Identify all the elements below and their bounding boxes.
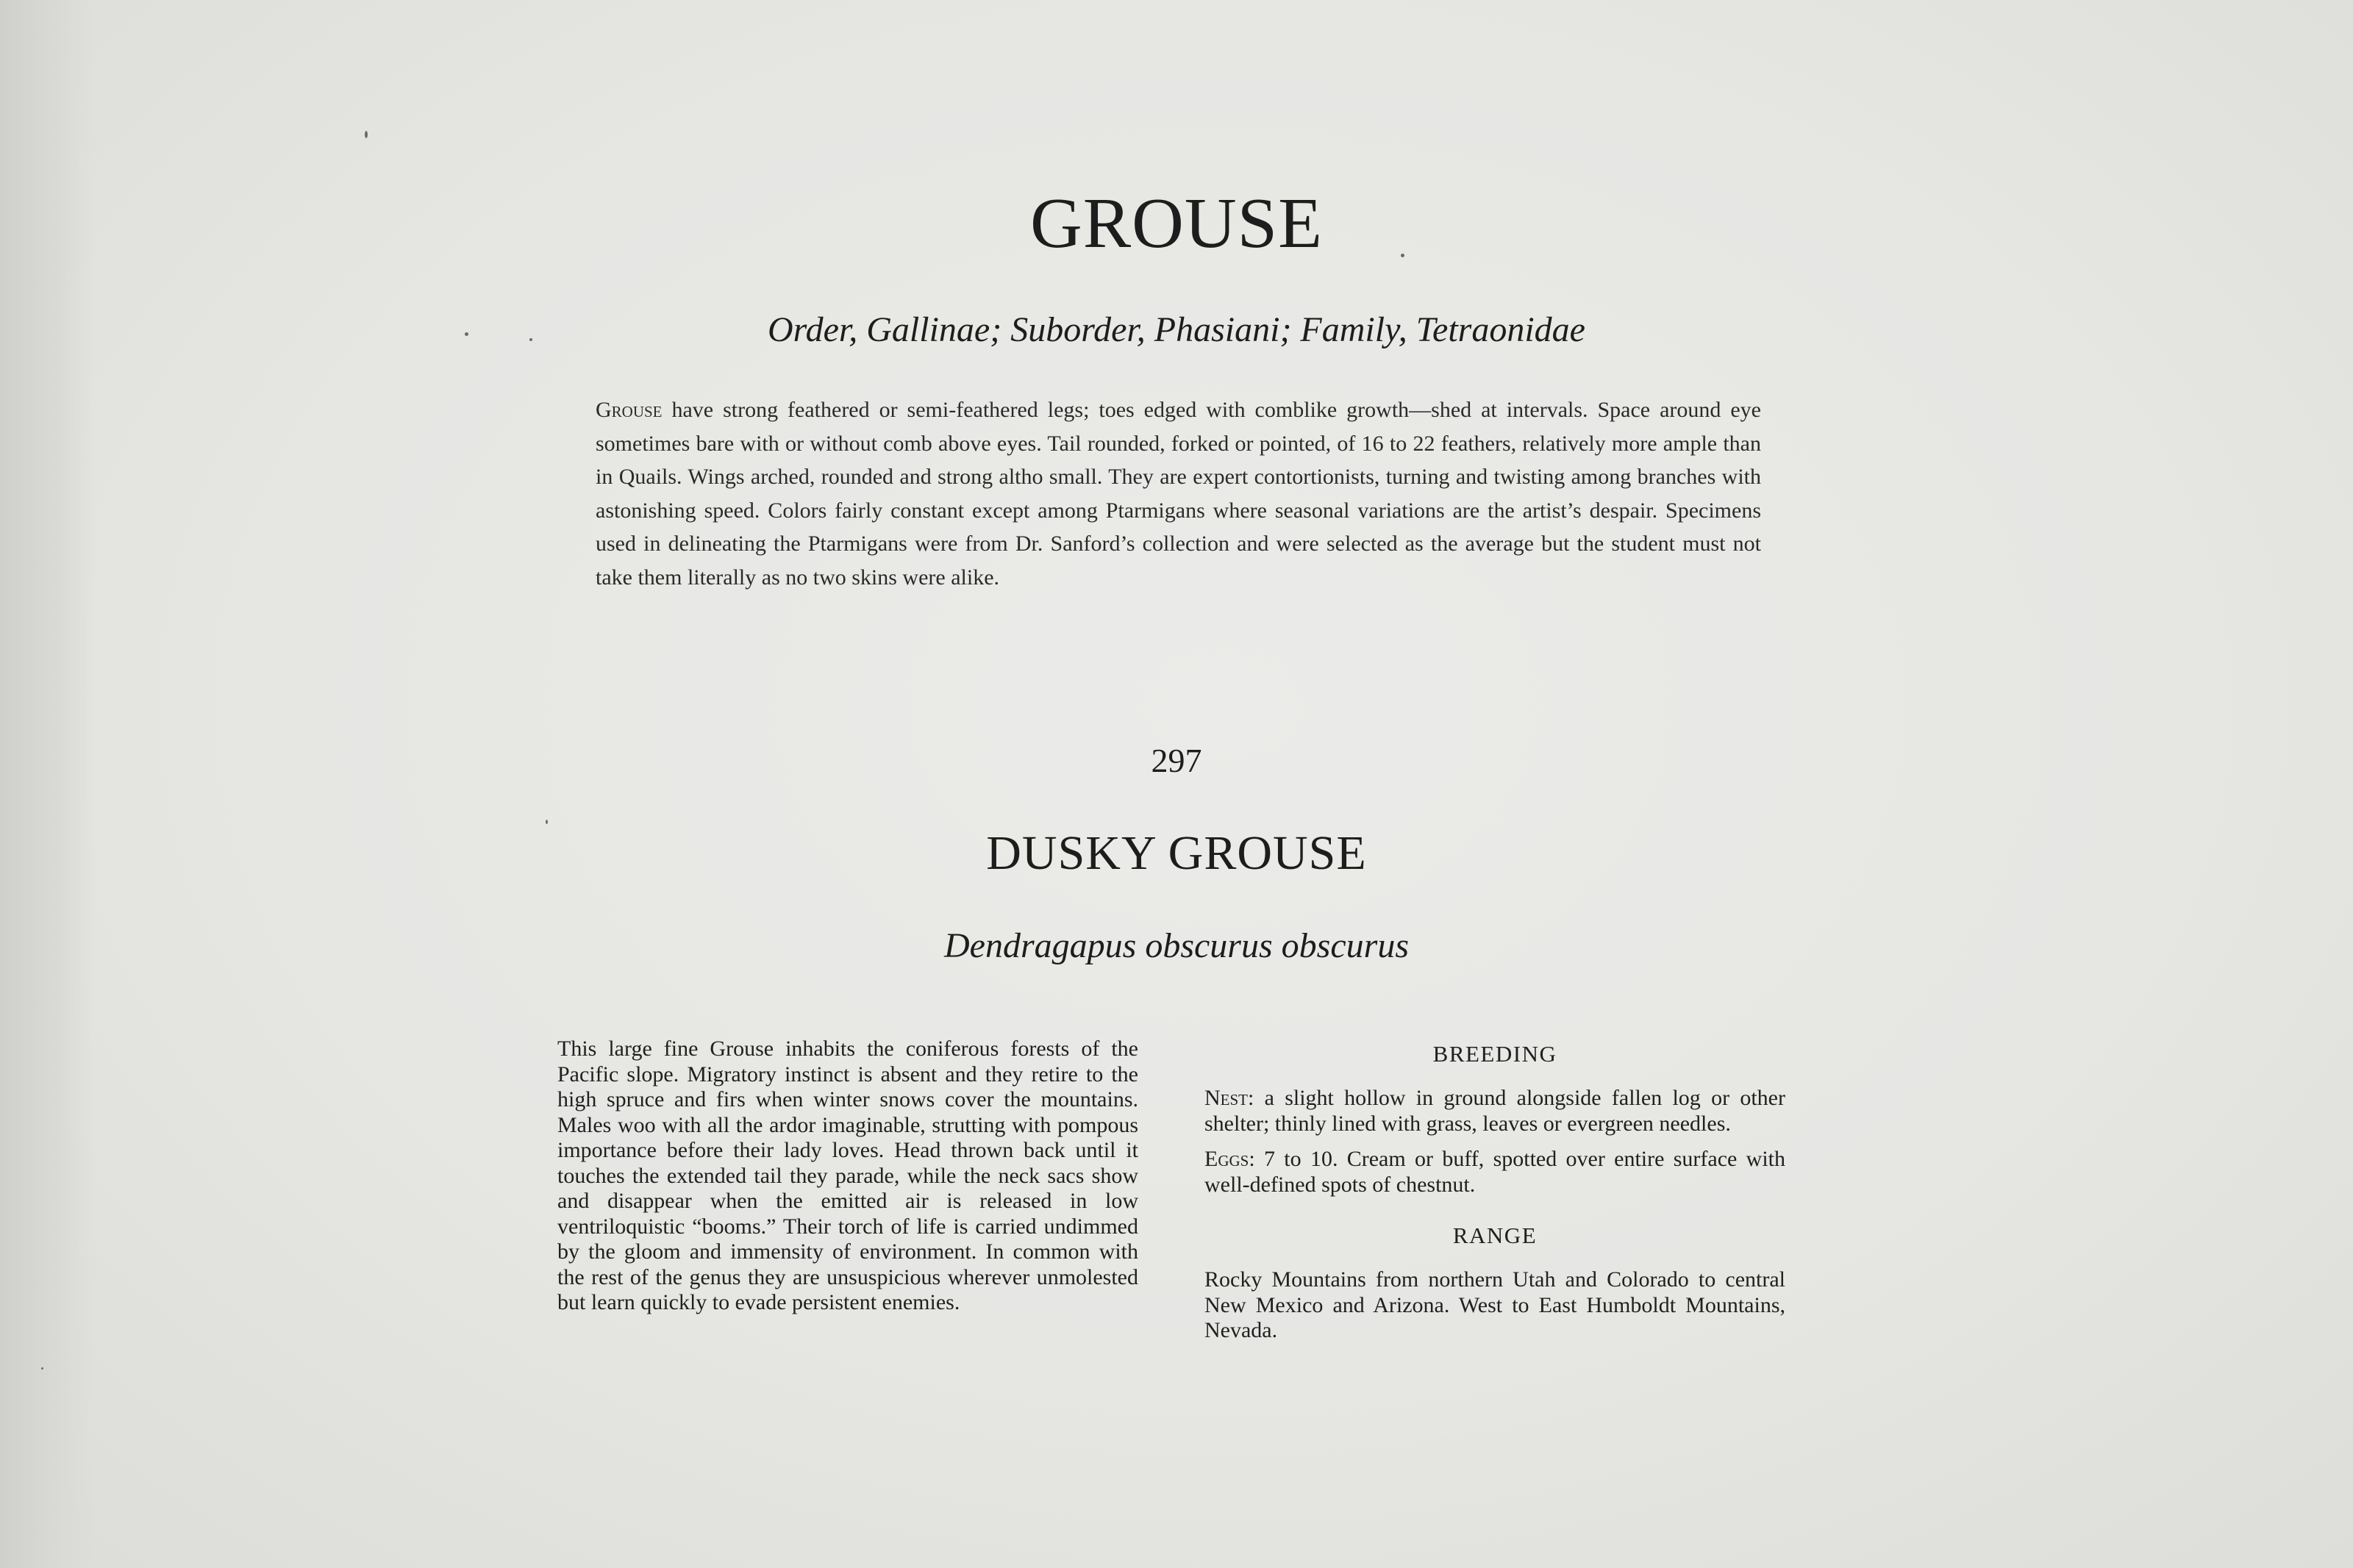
- intro-lead-word: Grouse: [596, 398, 663, 422]
- species-scientific-name: Dendragapus obscurus obscurus: [943, 926, 1409, 965]
- intro-text: have strong feathered or semi-feathered legs; toes edged with comblike growth—shed at intervals. Space around eye sometimes bare with or without comb above eyes. Tail rounded, forked or pointed, of 16 to 22 feathers, relatively more ample than in Quails. Wings arched, rounded and strong altho small. They are expert contortionists, turning and twisting among branches with astonishing speed. Colors fairly constant except among Ptarmigans where seasonal variations are the artist’s despair. Specimens used in delineating the Ptarmigans were from Dr. Sanford’s collection and were selected as the average but the student must not take them literally as no two skins were alike.: [596, 398, 1761, 590]
- taxonomy-line: Order, Gallinae; Suborder, Phasiani; Family, Tetraonidae: [768, 310, 1585, 349]
- species-number: 297: [1151, 742, 1202, 779]
- eggs-text: : 7 to 10. Cream or buff, spotted over entire surface with well-defined spots of chestnut.: [1204, 1147, 1785, 1197]
- breeding-heading: BREEDING: [1432, 1041, 1557, 1067]
- range-heading: RANGE: [1452, 1222, 1538, 1248]
- family-heading: GROUSE: [1029, 184, 1324, 263]
- species-facts-column: [1204, 1037, 1785, 1354]
- species-common-name: DUSKY GROUSE: [986, 826, 1367, 880]
- nest-entry: [1204, 1086, 1785, 1136]
- range-text: Rocky Mountains from northern Utah and Colorado to central New Mexico and Arizona. West to East Humboldt Mountains, Nevada.: [1204, 1267, 1785, 1342]
- nest-text: : a slight hollow in ground alongside fallen log or other shelter; thinly lined with grass, leaves or evergreen needles.: [1204, 1086, 1785, 1136]
- eggs-label: Eggs: [1204, 1147, 1249, 1171]
- nest-label: Nest: [1204, 1086, 1248, 1110]
- eggs-entry: [1204, 1147, 1785, 1198]
- species-description: This large fine Grouse inhabits the coniferous forests of the Pacific slope. Migratory instinct is absent and they retire to the high spruce and firs when winter snows cover the mountains. Males woo with all the ardor imaginable, strutting with pompous importance before their lady loves. Head thrown back until it touches the extended tail they parade, while the neck sacs show and disappear when the emitted air is released in low ventriloquistic “booms.” Their torch of life is carried undimmed by the gloom and immensity of environment. In common with the rest of the genus they are unsuspicious wherever unmolested but learn quickly to evade persistent enemies.: [557, 1037, 1138, 1314]
- intro-paragraph: [596, 393, 1761, 594]
